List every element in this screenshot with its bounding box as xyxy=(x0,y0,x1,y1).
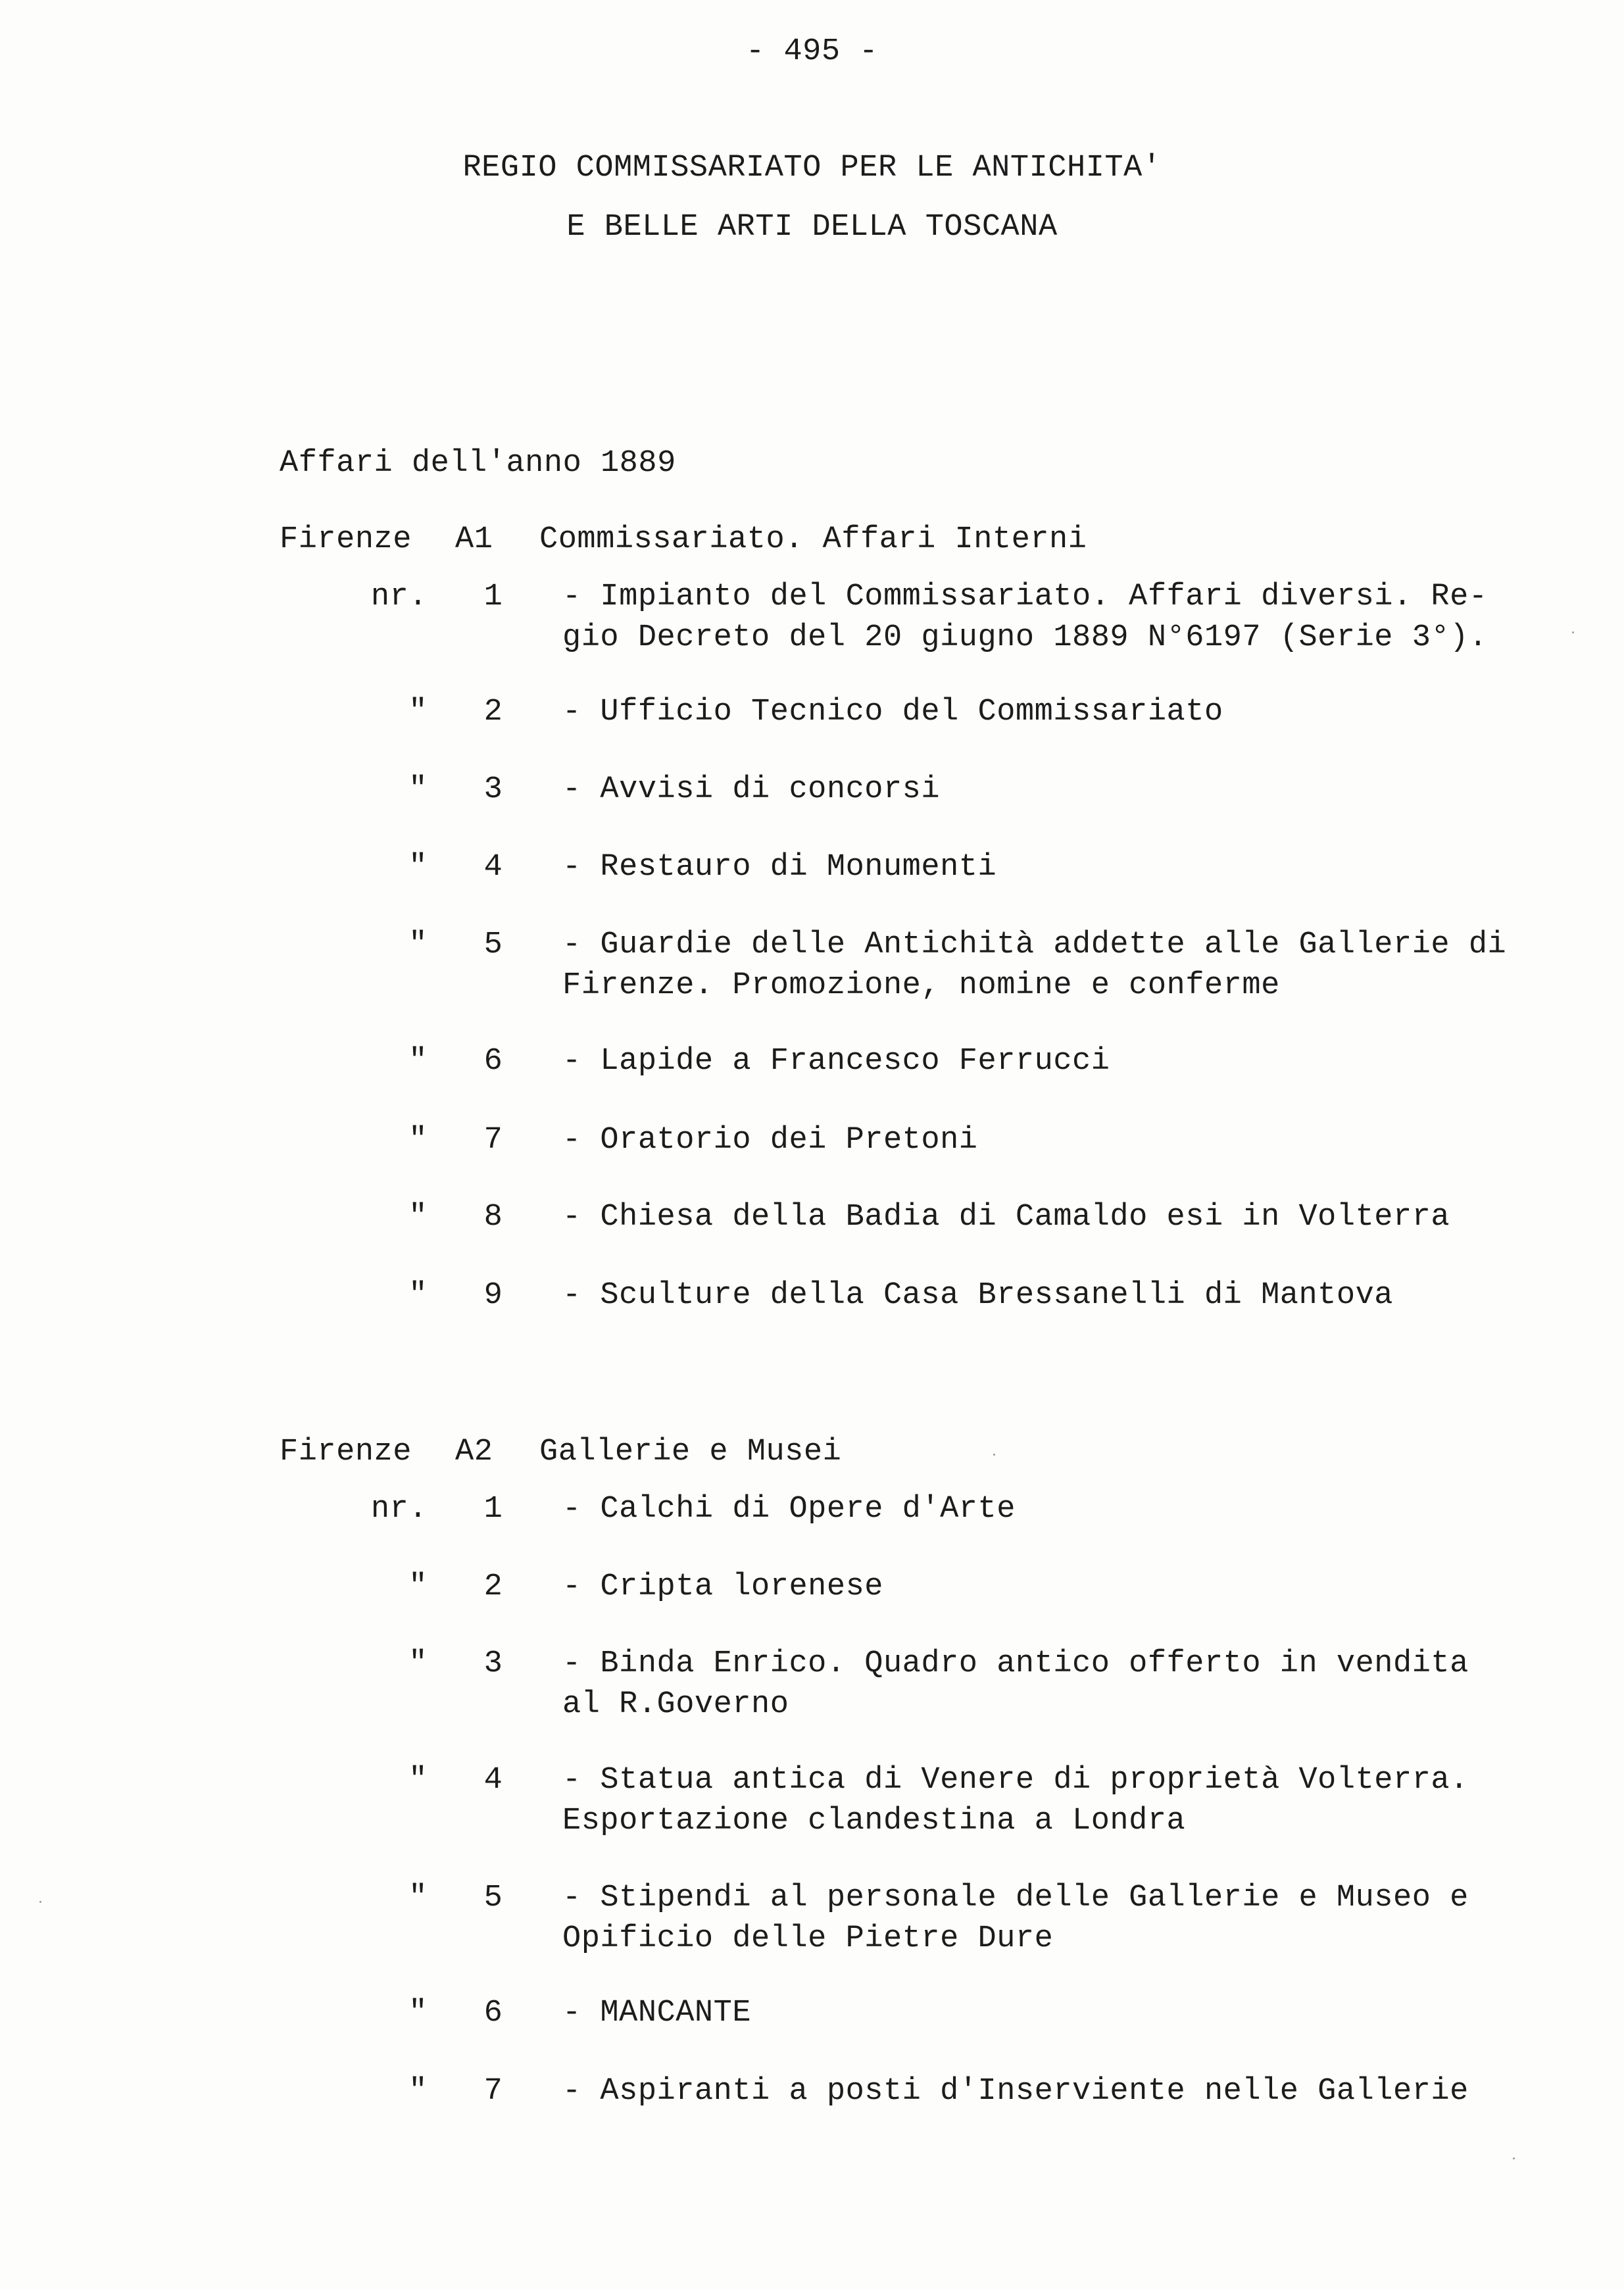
entry-label: " xyxy=(408,1200,428,1235)
section-title: Affari dell'anno 1889 xyxy=(280,446,676,481)
entry-line: - Lapide a Francesco Ferrucci xyxy=(562,1044,1110,1079)
entry-label: " xyxy=(408,2074,428,2109)
entry-line: - Aspiranti a posti d'Inserviente nelle Gallerie xyxy=(562,2074,1469,2109)
entry-label: " xyxy=(408,1996,428,2031)
entry-label: " xyxy=(408,927,428,962)
entry-line: - Ufficio Tecnico del Commissariato xyxy=(562,695,1223,729)
entry-label: " xyxy=(408,1123,428,1158)
entry-label: " xyxy=(408,1881,428,1915)
entry-line: Esportazione clandestina a Londra xyxy=(562,1804,1186,1838)
entry-label: " xyxy=(408,850,428,885)
entry-line: - Avvisi di concorsi xyxy=(562,772,941,807)
entry-line: - Calchi di Opere d'Arte xyxy=(562,1492,1016,1527)
entry-number: 4 xyxy=(483,1763,503,1798)
entry-line: - MANCANTE xyxy=(562,1996,752,2031)
entry-line: - Cripta lorenese xyxy=(562,1569,883,1604)
entry-label: " xyxy=(408,1044,428,1079)
header-line-1: REGIO COMMISSARIATO PER LE ANTICHITA' xyxy=(462,151,1162,185)
entry-label: " xyxy=(408,1646,428,1681)
category-title: Gallerie e Musei xyxy=(539,1435,842,1469)
entry-number: 1 xyxy=(483,579,503,614)
scan-speck xyxy=(39,1901,41,1903)
entry-number: 2 xyxy=(483,695,503,729)
entry-label: nr. xyxy=(370,579,428,614)
scan-speck xyxy=(1513,2157,1515,2159)
entry-number: 5 xyxy=(483,927,503,962)
entry-number: 4 xyxy=(483,850,503,885)
entry-line: - Impianto del Commissariato. Affari diversi. Re- xyxy=(562,579,1488,614)
entry-line: - Oratorio dei Pretoni xyxy=(562,1123,978,1158)
entry-number: 5 xyxy=(483,1881,503,1915)
entry-line: Firenze. Promozione, nomine e conferme xyxy=(562,968,1280,1003)
entry-number: 1 xyxy=(483,1492,503,1527)
category-code: A2 xyxy=(455,1435,493,1469)
entry-label: " xyxy=(408,1763,428,1798)
entry-line: - Sculture della Casa Bressanelli di Mantova xyxy=(562,1278,1394,1313)
entry-label: " xyxy=(408,1278,428,1313)
category-title: Commissariato. Affari Interni xyxy=(539,522,1087,557)
category-place: Firenze xyxy=(280,522,412,557)
category-code: A1 xyxy=(455,522,493,557)
entry-number: 3 xyxy=(483,1646,503,1681)
entry-label: " xyxy=(408,695,428,729)
entry-number: 6 xyxy=(483,1044,503,1079)
entry-line: gio Decreto del 20 giugno 1889 N°6197 (Serie 3°). xyxy=(562,620,1488,655)
entry-number: 7 xyxy=(483,1123,503,1158)
entry-line: - Chiesa della Badia di Camaldo esi in Volterra xyxy=(562,1200,1450,1235)
entry-number: 8 xyxy=(483,1200,503,1235)
entry-number: 3 xyxy=(483,772,503,807)
entry-line: - Restauro di Monumenti xyxy=(562,850,997,885)
entry-line: al R.Governo xyxy=(562,1687,789,1722)
scan-speck xyxy=(1572,631,1574,633)
entry-line: - Stipendi al personale delle Gallerie e Museo e xyxy=(562,1881,1469,1915)
entry-line: - Statua antica di Venere di proprietà Volterra. xyxy=(562,1763,1469,1798)
entry-line: - Guardie delle Antichità addette alle Gallerie di xyxy=(562,927,1507,962)
entry-number: 9 xyxy=(483,1278,503,1313)
header-line-2: E BELLE ARTI DELLA TOSCANA xyxy=(566,210,1058,245)
entry-label: " xyxy=(408,1569,428,1604)
category-place: Firenze xyxy=(280,1435,412,1469)
entry-label: nr. xyxy=(370,1492,428,1527)
scan-speck xyxy=(993,1454,995,1456)
page-number: - 495 - xyxy=(746,34,878,69)
entry-number: 2 xyxy=(483,1569,503,1604)
entry-line: Opificio delle Pietre Dure xyxy=(562,1921,1054,1956)
entry-number: 6 xyxy=(483,1996,503,2031)
entry-line: - Binda Enrico. Quadro antico offerto in vendita xyxy=(562,1646,1469,1681)
entry-number: 7 xyxy=(483,2074,503,2109)
entry-label: " xyxy=(408,772,428,807)
